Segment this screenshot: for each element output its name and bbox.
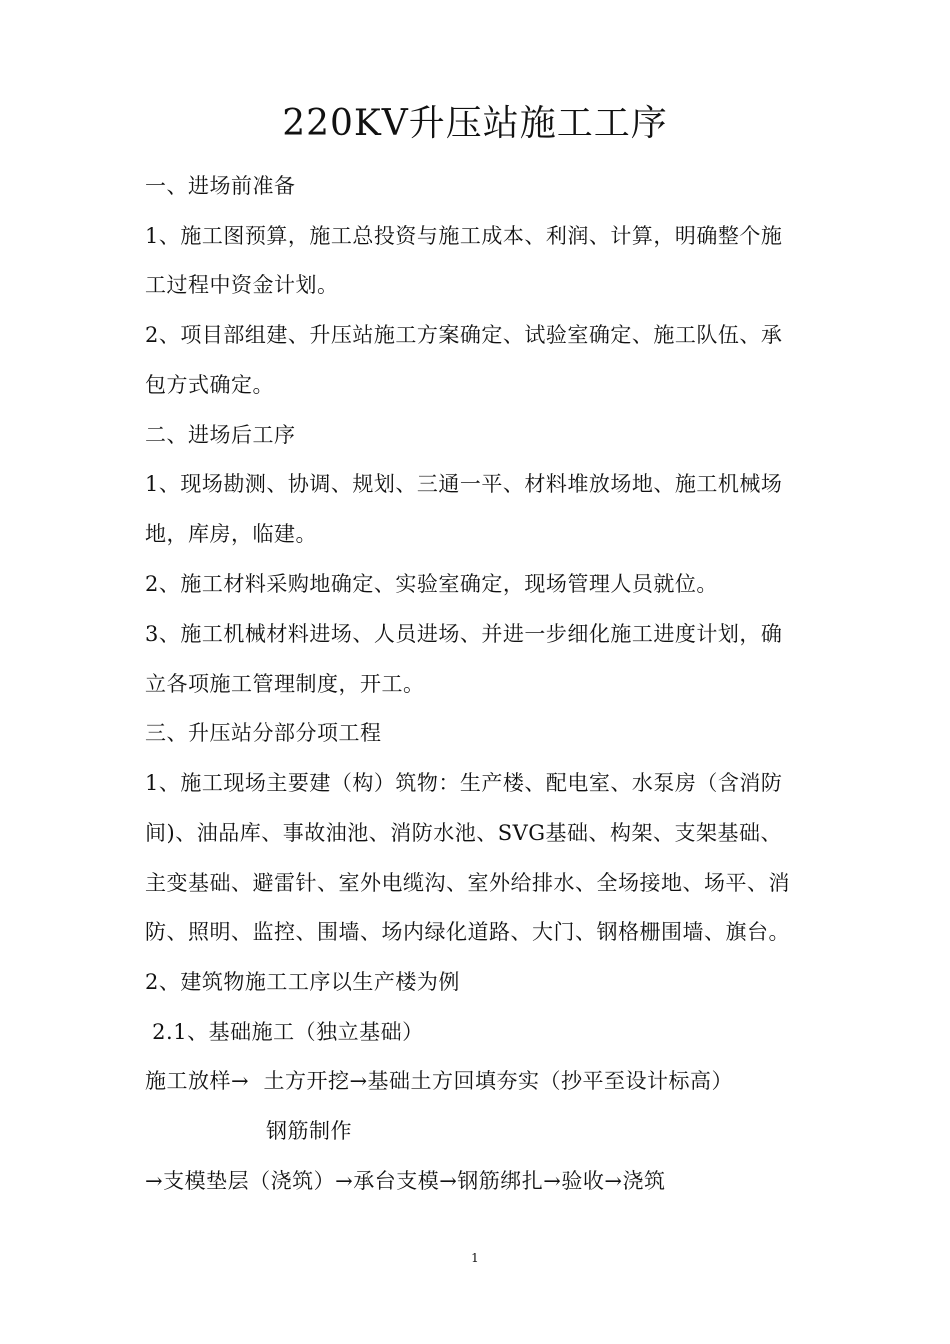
process-flow-line: 施工放样→ 土方开挖→基础土方回填夯实（抄平至设计标高） [145, 1069, 734, 1093]
paragraph-line: 主变基础、避雷针、室外电缆沟、室外给排水、全场接地、场平、消 [145, 871, 790, 895]
process-flow-line: →支模垫层（浇筑）→承台支模→钢筋绑扎→验收→浇筑 [145, 1169, 666, 1193]
section-heading: 二、进场后工序 [145, 423, 296, 447]
subsection-heading: 2.1、基础施工（独立基础） [145, 1020, 424, 1044]
paragraph-line: 2、建筑物施工工序以生产楼为例 [145, 970, 460, 994]
paragraph-line: 3、施工机械材料进场、人员进场、并进一步细化施工进度计划，确 [145, 622, 783, 646]
paragraph-line: 间)、油品库、事故油池、消防水池、SVG基础、构架、支架基础、 [145, 821, 783, 845]
paragraph-line: 2、项目部组建、升压站施工方案确定、试验室确定、施工队伍、承 [145, 323, 783, 347]
process-flow-branch: 钢筋制作 [266, 1119, 352, 1143]
section-heading: 一、进场前准备 [145, 174, 296, 198]
paragraph-line: 1、现场勘测、协调、规划、三通一平、材料堆放场地、施工机械场 [145, 472, 783, 496]
paragraph-line: 工过程中资金计划。 [145, 273, 339, 297]
page-number: 1 [471, 1251, 479, 1265]
paragraph-line: 地，库房，临建。 [145, 522, 317, 546]
document-title: 220KV升压站施工工序 [282, 103, 668, 144]
paragraph-line: 包方式确定。 [145, 373, 274, 397]
paragraph-line: 1、施工图预算，施工总投资与施工成本、利润、计算，明确整个施 [145, 224, 783, 248]
paragraph-line: 1、施工现场主要建（构）筑物：生产楼、配电室、水泵房（含消防 [145, 771, 783, 795]
paragraph-line: 防、照明、监控、围墙、场内绿化道路、大门、钢格栅围墙、旗台。 [145, 920, 790, 944]
paragraph-line: 2、施工材料采购地确定、实验室确定，现场管理人员就位。 [145, 572, 718, 596]
paragraph-line: 立各项施工管理制度，开工。 [145, 672, 425, 696]
section-heading: 三、升压站分部分项工程 [145, 721, 382, 745]
